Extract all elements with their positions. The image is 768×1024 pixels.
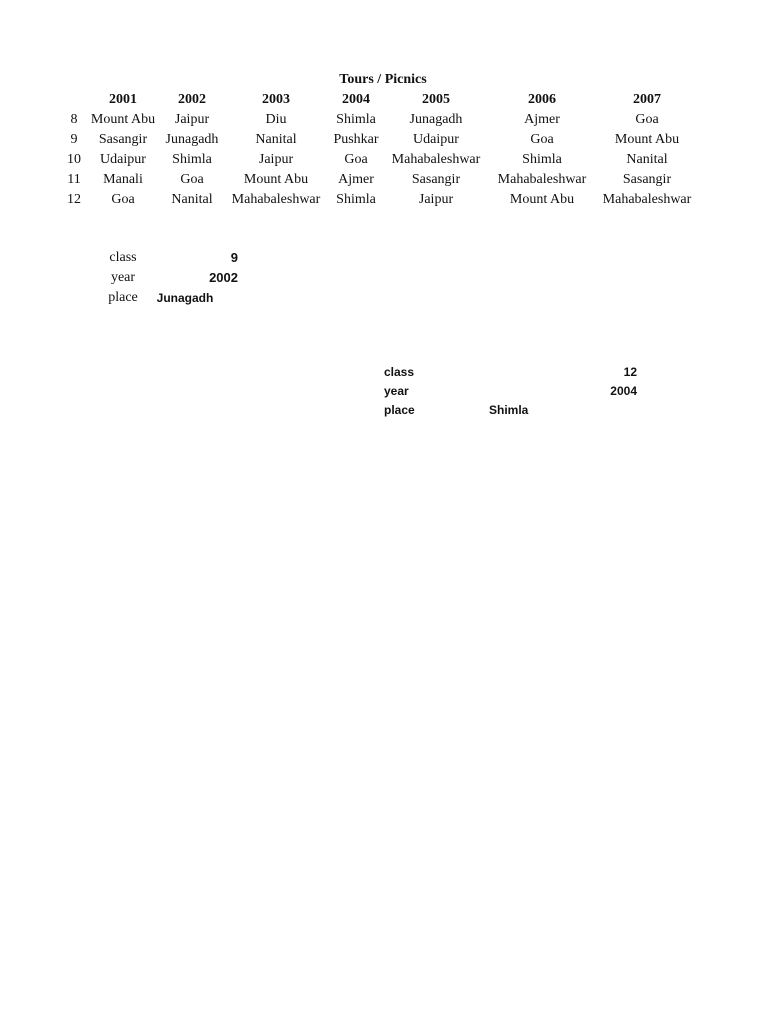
- tours-table: [62, 90, 698, 210]
- place-cell: Mount Abu: [243, 172, 309, 187]
- lookup-row-place: [384, 401, 637, 420]
- place-cell: Sasangir: [622, 172, 672, 187]
- header-cell-year: 2001: [109, 92, 137, 107]
- place-cell: Mahabaleshwar: [602, 192, 692, 207]
- place-cell: Udaipur: [100, 152, 146, 167]
- table-row: [62, 190, 698, 210]
- class-value[interactable]: 9: [230, 250, 238, 265]
- table-row: [62, 150, 698, 170]
- place-cell: Shimla: [522, 152, 562, 167]
- place-label: place: [384, 403, 415, 417]
- place-cell: Pushkar: [333, 132, 379, 147]
- place-cell: Diu: [265, 112, 287, 127]
- row-class-cell: 12: [67, 192, 81, 207]
- place-cell: Sasangir: [98, 132, 148, 147]
- lookup-panel-2: [384, 363, 637, 420]
- table-row: [62, 130, 698, 150]
- lookup-row-place: [100, 288, 238, 308]
- header-cell-year: 2004: [342, 92, 370, 107]
- header-cell-year: 2006: [528, 92, 556, 107]
- place-cell: Goa: [635, 112, 659, 127]
- place-cell: Manali: [103, 172, 143, 187]
- header-cell-year: 2003: [262, 92, 290, 107]
- place-cell: Nanital: [626, 152, 668, 167]
- place-cell: Mount Abu: [509, 192, 575, 207]
- lookup-row-year: [100, 268, 238, 288]
- year-label: year: [384, 384, 409, 398]
- row-class-cell: 8: [70, 112, 78, 127]
- year-value[interactable]: 2002: [209, 270, 238, 285]
- page-title: [0, 72, 768, 88]
- place-cell: Junagadh: [409, 112, 463, 127]
- place-cell: Shimla: [336, 112, 376, 127]
- row-class-cell: 11: [67, 172, 81, 187]
- place-cell: Shimla: [336, 192, 376, 207]
- header-cell-year: 2002: [178, 92, 206, 107]
- place-cell: Nanital: [171, 192, 213, 207]
- class-label: class: [109, 250, 137, 265]
- place-cell: Nanital: [255, 132, 297, 147]
- year-label: year: [110, 270, 136, 285]
- year-value[interactable]: 2004: [610, 384, 637, 398]
- header-cell-year: 2005: [422, 92, 450, 107]
- place-cell: Goa: [530, 132, 554, 147]
- class-value[interactable]: 12: [623, 365, 637, 379]
- row-class-cell: 10: [67, 152, 81, 167]
- table-row: [62, 110, 698, 130]
- place-cell: Mount Abu: [90, 112, 156, 127]
- place-value: Shimla: [489, 403, 529, 417]
- place-cell: Mahabaleshwar: [231, 192, 321, 207]
- lookup-row-class: [100, 248, 238, 268]
- lookup-panel-1: [100, 248, 238, 308]
- place-cell: Udaipur: [413, 132, 459, 147]
- place-cell: Mahabaleshwar: [391, 152, 481, 167]
- table-row: [62, 170, 698, 190]
- place-cell: Goa: [180, 172, 204, 187]
- row-class-cell: 9: [70, 132, 78, 147]
- place-cell: Ajmer: [524, 112, 560, 127]
- place-value: Junagadh: [156, 291, 214, 305]
- place-cell: Goa: [344, 152, 368, 167]
- place-cell: Mount Abu: [614, 132, 680, 147]
- header-cell-year: 2007: [633, 92, 661, 107]
- place-cell: Mahabaleshwar: [497, 172, 587, 187]
- place-cell: Ajmer: [338, 172, 374, 187]
- place-cell: Junagadh: [165, 132, 219, 147]
- place-label: place: [108, 290, 138, 305]
- lookup-row-year: [384, 382, 637, 401]
- title-text: Tours / Picnics: [339, 72, 427, 87]
- header-cell-blank: [62, 90, 86, 110]
- class-label: class: [384, 365, 415, 379]
- place-cell: Shimla: [172, 152, 212, 167]
- place-cell: Jaipur: [258, 152, 294, 167]
- place-cell: Goa: [111, 192, 135, 207]
- place-cell: Jaipur: [418, 192, 454, 207]
- lookup-row-class: [384, 363, 637, 382]
- table-header-row: [62, 90, 698, 110]
- place-cell: Sasangir: [411, 172, 461, 187]
- place-cell: Jaipur: [174, 112, 210, 127]
